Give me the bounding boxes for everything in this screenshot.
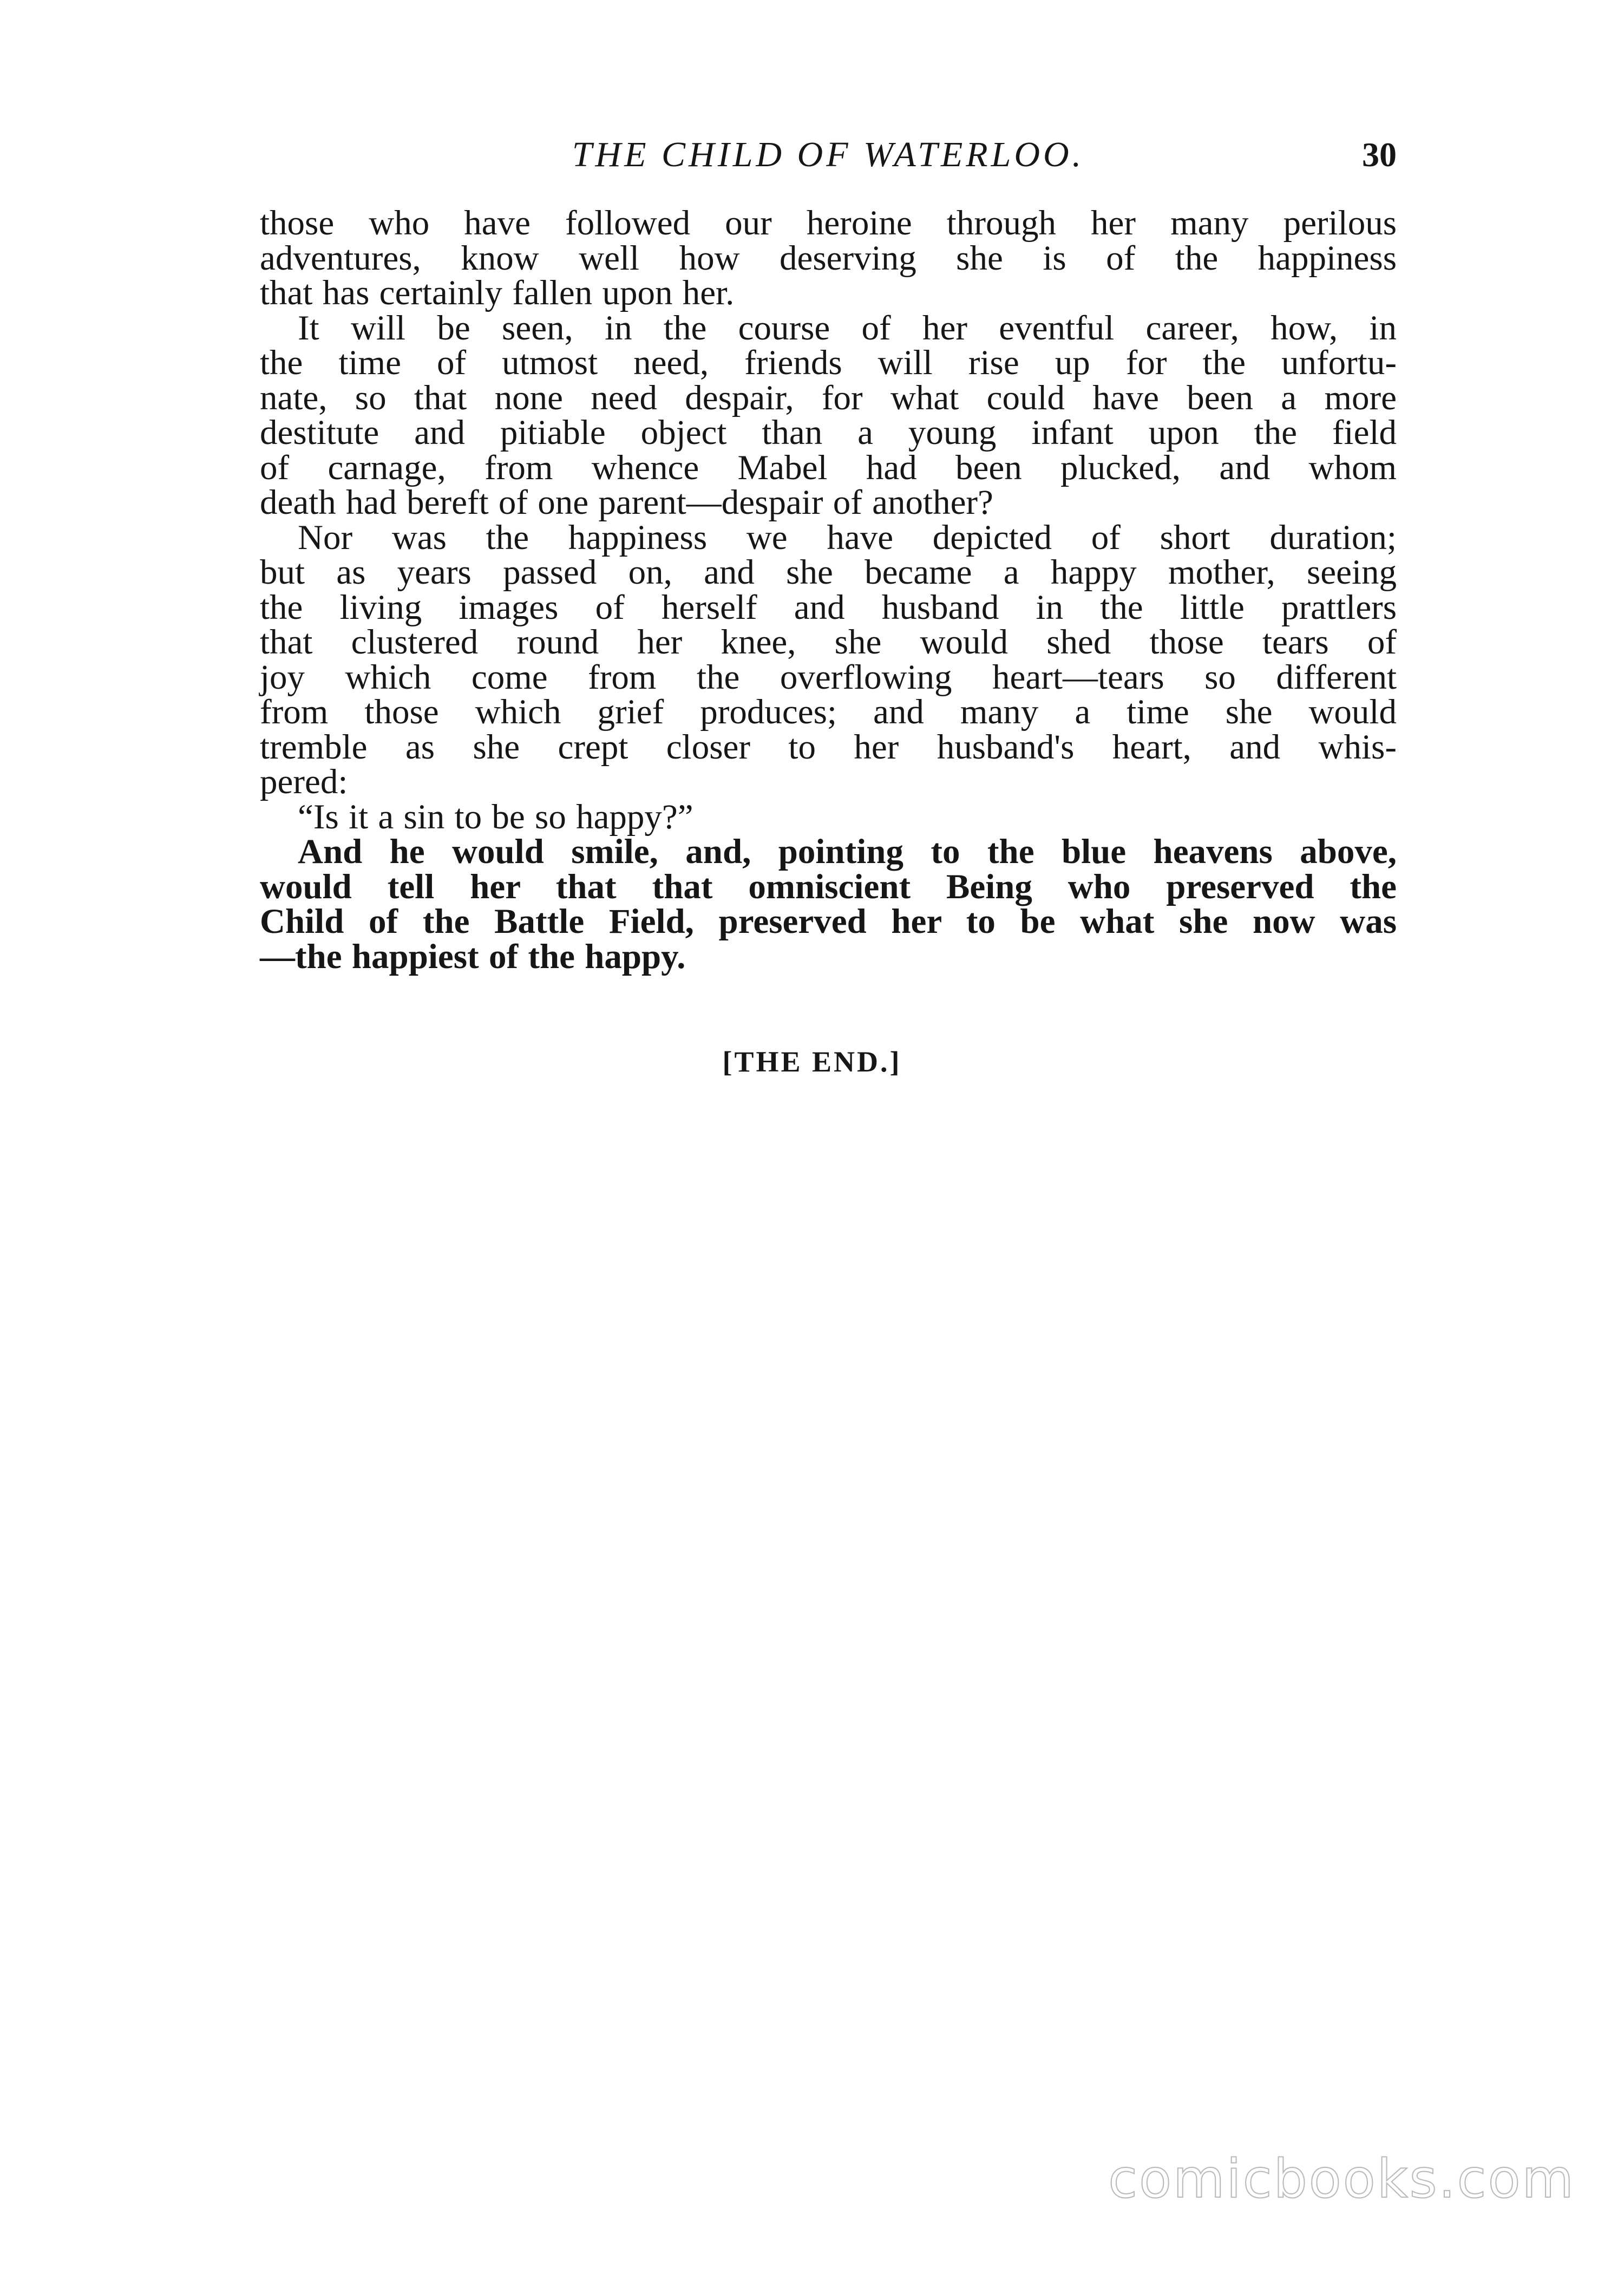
- text-line: the time of utmost need, friends will rise up for the unfortu-: [260, 343, 1397, 382]
- text-line: the living images of herself and husband in the little prattlers: [260, 587, 1397, 627]
- text-line: from those which grief produces; and many a time she would: [260, 692, 1397, 731]
- text-line: that has certainly fallen upon her.: [260, 273, 735, 312]
- text-line: It will be seen, in the course of her eventful career, how, in: [298, 308, 1397, 348]
- text-line: destitute and pitiable object than a young infant upon the field: [260, 413, 1397, 452]
- text-line: but as years passed on, and she became a happy mother, seeing: [260, 553, 1397, 592]
- text-line: of carnage, from whence Mabel had been plucked, and whom: [260, 448, 1397, 487]
- running-head: [260, 128, 1397, 182]
- watermark: comicbooks.com: [1108, 2148, 1575, 2210]
- text-line: that clustered round her knee, she would shed those tears of: [260, 623, 1397, 662]
- text-line: joy which come from the overflowing heart—tears so different: [260, 657, 1397, 697]
- text-line: adventures, know well how deserving she is of the happiness: [260, 238, 1397, 278]
- text-line: nate, so that none need despair, for what could have been a more: [260, 378, 1397, 417]
- body-text: [260, 206, 1397, 974]
- text-line: tremble as she crept closer to her husband's heart, and whis-: [260, 727, 1397, 767]
- text-line: would tell her that that omniscient Being who preserved the: [260, 867, 1397, 906]
- end-mark: [THE END.]: [722, 1045, 902, 1078]
- text-line: those who have followed our heroine through her many perilous: [260, 204, 1397, 243]
- text-line: death had bereft of one parent—despair of another?: [260, 483, 993, 522]
- text-line: “Is it a sin to be so happy?”: [298, 797, 693, 837]
- text-line: pered:: [260, 762, 348, 801]
- page-number: 30: [1362, 135, 1397, 174]
- text-line: Child of the Battle Field, preserved her to be what she now was: [260, 902, 1397, 941]
- text-line: —the happiest of the happy.: [260, 937, 686, 976]
- text-line: And he would smile, and, pointing to the blue heavens above,: [298, 832, 1397, 871]
- running-title: THE CHILD OF WATERLOO.: [572, 135, 1085, 174]
- text-line: Nor was the happiness we have depicted of short duration;: [298, 518, 1397, 557]
